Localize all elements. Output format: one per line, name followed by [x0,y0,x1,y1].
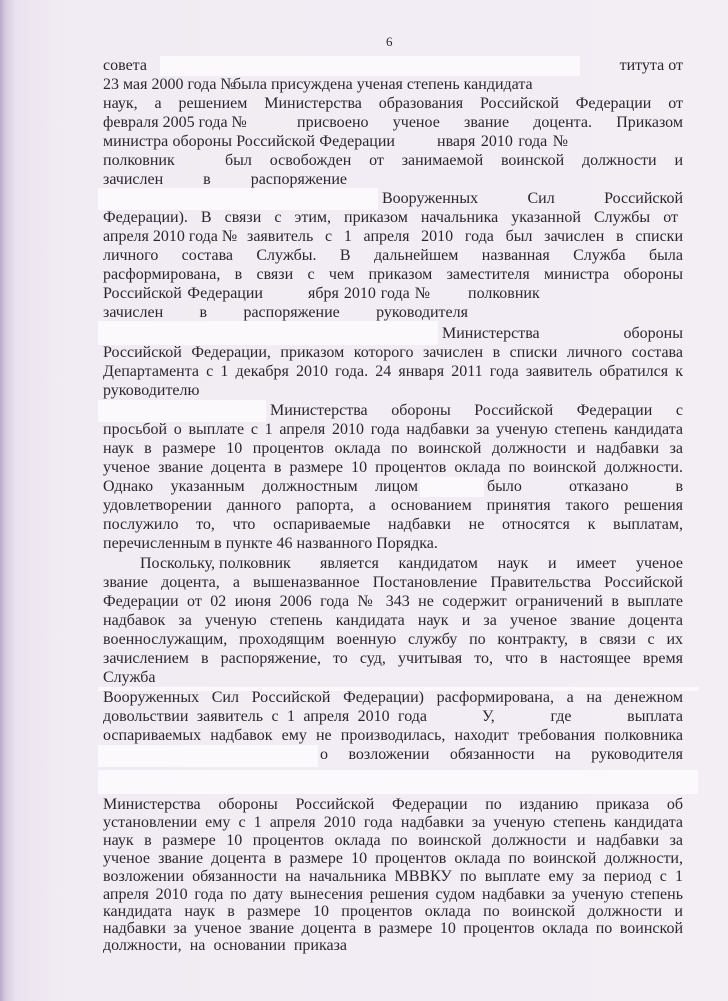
text-segment: удовлетворении данного рапорта, а основанием принятия такого решения [103,497,683,514]
text-segment: является кандидатом наук и имеет ученое [320,555,683,572]
text-segment: апреля 2010 года № [103,228,238,245]
text-line [0,831,728,851]
text-segment: о возложении обязанности на руководителя [320,746,683,763]
text-segment: Российской Федерации [103,285,263,302]
text-line [0,867,728,887]
text-segment: наук в размере 10 процентов оклада по воинской должности и надбавки за [103,832,683,849]
text-segment: министра обороны Российской Федерации [103,133,395,150]
text-line [0,381,728,401]
text-line [0,362,728,382]
text-segment: Министерства обороны [442,325,683,342]
text-line [0,630,728,650]
text-segment: послужило то, что оспариваемые надбавки не относятся к выплатам, [103,516,683,533]
text-segment: совета [103,57,147,74]
page-number: 6 [386,34,393,49]
text-segment: февраля 2005 года № [103,114,247,131]
text-segment: ября 2010 года № [308,285,430,302]
text-segment: надбавок за ученую степень кандидата наук и за ученое звание доцента [103,612,683,629]
text-segment: Вооруженных Сил Российской [382,190,683,207]
text-line [0,611,728,631]
text-segment: зачислением в распоряжение, то суд, учитывая то, что в настоящее время [103,650,683,667]
text-segment: ученое звание доцента в размере 10 процентов оклада по воинской должности, [103,850,683,867]
text-segment: нваря 2010 года № [437,133,568,150]
text-segment: установлении ему с 1 апреля 2010 года надбавки за ученую степень кандидата [103,814,683,831]
text-line [0,284,728,304]
text-line [0,75,728,95]
text-segment: У, где выплата [482,708,683,725]
text-line [0,707,728,727]
text-segment: Министерства обороны Российской Федерации с [270,402,683,419]
text-segment: Российской Федерации, приказом которого зачислен в списки личного состава [103,344,683,361]
text-segment: Служба [103,669,156,686]
text-segment: апреля 2010 года по дату вынесения решения судом надбавки за ученую степень [103,886,683,903]
text-segment: зачислен в распоряжение руководителя [103,304,468,321]
text-segment: Поскольку, полковник [140,555,291,572]
text-line [0,227,728,247]
text-segment: Министерства обороны Российской Федерации по изданию приказа об [103,796,683,813]
text-line [0,592,728,612]
text-line [0,343,728,363]
text-line [0,649,728,669]
text-segment: военнослужащим, проходящим военную службу по контракту, в связи с их [103,631,683,648]
text-segment: звание доцента, а вышеназванное Постановление Правительства Российской [103,574,683,591]
text-line [0,688,728,708]
text-line [0,795,728,815]
text-segment: надбавки за ученое звание доцента в размере 10 процентов оклада по воинской [103,920,683,937]
text-segment: зачислен в распоряжение [103,171,347,188]
text-segment: титута от [619,57,683,74]
text-segment: личного состава Службы. В дальнейшем названная Служба была [103,247,683,264]
redaction [98,770,698,794]
text-segment: был освобожден от занимаемой воинской должности и [225,152,683,169]
text-segment: Федерации). В связи с этим, приказом начальника указанной Службы от [103,209,678,226]
text-segment: возложении обязанности на начальника МВВКУ по выплате ему за период с 1 [103,868,683,885]
text-segment: просьбой о выплате с 1 апреля 2010 года надбавки за ученую степень кандидата [103,421,683,438]
text-line [0,303,728,323]
text-line [0,813,728,833]
text-line [0,726,728,746]
text-line [0,170,728,190]
text-segment: 23 мая 2000 года № [103,76,236,93]
text-segment: перечисленным в пункте 46 названного Порядка. [103,535,438,552]
text-line [0,151,728,171]
text-segment: Департамента с 1 декабря 2010 года. 24 января 2011 года заявитель обратился к [103,363,683,380]
text-line [0,189,728,209]
text-segment: руководителю [103,382,200,399]
text-line [0,573,728,593]
text-segment: полковник [103,152,175,169]
text-line [0,265,728,285]
text-segment: полковник [468,285,540,302]
text-segment: довольствии заявитель с 1 апреля 2010 года [103,708,427,725]
text-line [0,936,728,956]
text-line [0,458,728,478]
text-segment: ученое звание доцента в размере 10 процентов оклада по воинской должности. [103,459,683,476]
text-segment: наук, а решением Министерства образования Российской Федерации от [103,95,683,112]
text-line [0,324,728,344]
text-line [0,113,728,133]
text-segment: было отказано в [487,478,683,495]
text-line [0,534,728,554]
text-line [0,94,728,114]
text-segment: кандидата наук в размере 10 процентов оклада по воинской должности и [103,903,683,920]
text-segment: наук в размере 10 процентов оклада по воинской должности и надбавки за [103,440,683,457]
text-line [0,668,728,688]
text-line [0,496,728,516]
text-line [0,515,728,535]
text-segment: заявитель с 1 апреля 2010 года был зачислен в списки [247,228,683,245]
text-line [0,849,728,869]
text-line [0,132,728,152]
text-segment: присвоено ученое звание доцента. Приказом [297,114,683,131]
text-line [0,554,728,574]
text-line [0,56,728,76]
text-line [0,745,728,765]
text-line [0,208,728,228]
text-segment: должности, на основании приказа [103,937,347,954]
text-segment: Однако указанным должностным лицом [103,478,418,495]
text-line [0,420,728,440]
text-line [0,246,728,266]
text-segment: расформирована, в связи с чем приказом заместителя министра обороны [103,266,683,283]
text-line [0,439,728,459]
text-segment: Вооруженных Сил Российской Федерации) расформирована, а на денежном [103,689,683,706]
text-segment: оспариваемых надбавок ему не производилась, находит требования полковника [103,727,683,744]
text-line [0,477,728,497]
text-segment: была присуждена ученая степень кандидата [233,76,533,93]
text-line [0,401,728,421]
text-segment: Федерации от 02 июня 2006 года № 343 не содержит ограничений в выплате [103,593,683,610]
